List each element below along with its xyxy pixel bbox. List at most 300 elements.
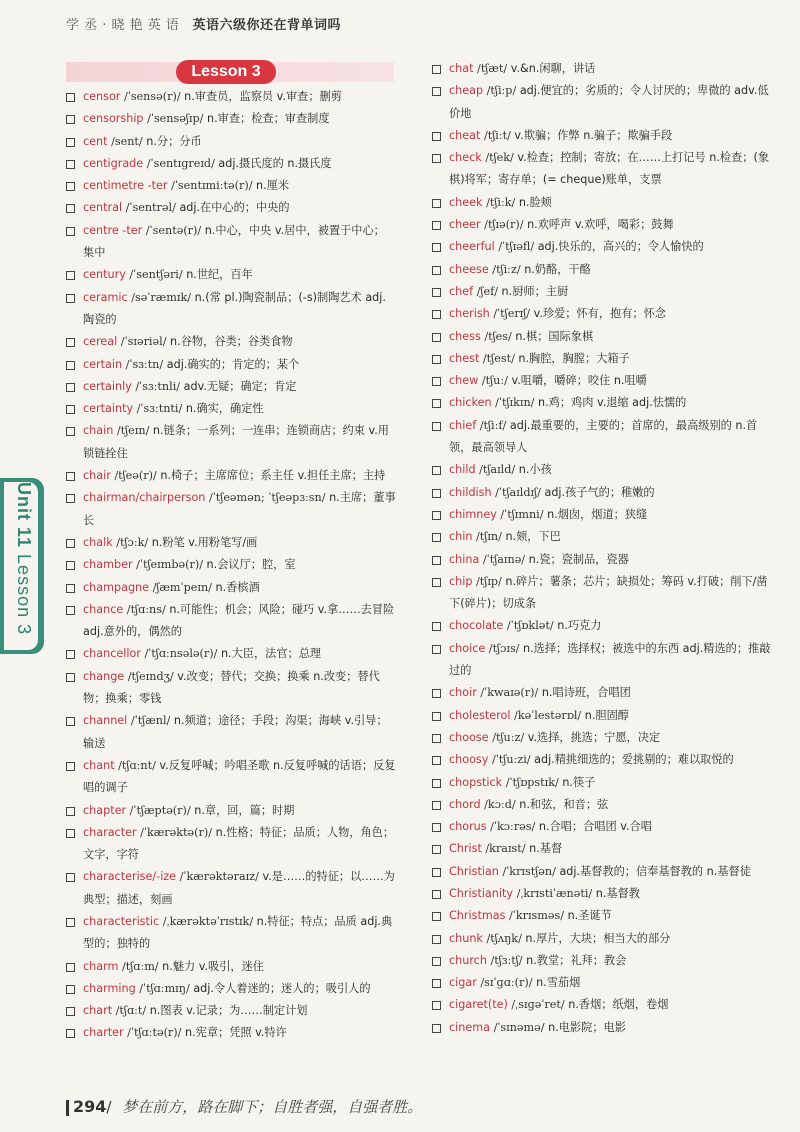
vocab-entry — [432, 638, 772, 683]
entry-phonetic: /ˈtʃɑːtə(r)/ — [127, 1026, 182, 1040]
entry-word: channel — [83, 714, 128, 728]
side-tab-lesson: Lesson 3 — [14, 554, 34, 636]
entry-word: chat — [449, 62, 474, 75]
checkbox-icon[interactable] — [432, 622, 441, 631]
entry-definition: v.选择，挑选；宁愿，决定 — [527, 730, 661, 744]
checkbox-icon[interactable] — [66, 472, 75, 481]
checkbox-icon[interactable] — [66, 93, 75, 102]
entry-definition: n.瓷；瓷制品，瓷器 — [528, 552, 629, 566]
checkbox-icon[interactable] — [66, 918, 75, 927]
checkbox-icon[interactable] — [66, 561, 75, 570]
entry-definition: n.棋；国际象棋 — [515, 329, 594, 343]
checkbox-icon[interactable] — [432, 979, 441, 988]
entry-phonetic: /tʃek/ — [485, 151, 514, 165]
vocab-entry — [432, 214, 772, 236]
vocab-entry — [66, 710, 396, 755]
vocab-entry — [432, 928, 772, 950]
entry-word: chairman/chairperson — [83, 491, 206, 505]
entry-phonetic: /tʃiːf/ — [479, 418, 507, 432]
vocab-entry — [66, 755, 396, 800]
checkbox-icon[interactable] — [432, 845, 441, 854]
entry-definition: n.奶酪，干酪 — [524, 262, 591, 276]
entry-phonetic: /tʃuːz/ — [492, 730, 525, 744]
running-header — [66, 14, 341, 33]
vocab-entry — [432, 838, 772, 860]
entry-definition: n.电影院；电影 — [548, 1020, 626, 1034]
entry-word: centre -ter — [83, 223, 143, 237]
vocab-entry — [66, 599, 396, 644]
entry-word: chord — [449, 797, 481, 811]
vocab-entry — [432, 1017, 772, 1039]
entry-word: certain — [83, 357, 123, 371]
vocab-entry — [432, 58, 772, 80]
entry-phonetic: /səˈræmɪk/ — [131, 290, 192, 304]
entry-word: censor — [83, 90, 121, 103]
entry-word: characterise/-ize — [83, 870, 177, 884]
vocab-entry — [432, 504, 772, 526]
entry-definition: n.审查员，监察员 v.审查；删剪 — [184, 90, 342, 103]
vocab-entry — [432, 281, 772, 303]
entry-phonetic: /ˈtʃaɪldɪʃ/ — [495, 485, 541, 499]
entry-word: chorus — [449, 820, 487, 834]
checkbox-icon[interactable] — [432, 1024, 441, 1033]
entry-word: charm — [83, 959, 119, 973]
right-column — [432, 58, 772, 1039]
entry-definition: v.欺骗；作弊 n.骗子；欺骗手段 — [514, 128, 673, 142]
entry-phonetic: /ˈtʃɒpstɪk/ — [505, 775, 559, 789]
entry-phonetic: /ˈsɪnəmə/ — [493, 1020, 545, 1034]
entry-word: champagne — [83, 580, 150, 594]
entry-phonetic: /kɔːd/ — [484, 797, 516, 811]
entry-definition: v.咀嚼，嚼碎；咬住 n.咀嚼 — [511, 374, 647, 388]
entry-phonetic: /sɪˈɡɑː(r)/ — [480, 976, 533, 990]
entry-phonetic: /tʃeɪndʒ/ — [127, 669, 174, 683]
entry-word: cereal — [83, 335, 118, 349]
vocab-entry — [432, 549, 772, 571]
entry-phonetic: /ˈtʃɑːnsələ(r)/ — [144, 647, 218, 661]
entry-word: cigaret(te) — [449, 998, 508, 1012]
checkbox-icon[interactable] — [66, 204, 75, 213]
checkbox-icon[interactable] — [66, 673, 75, 682]
vocab-entry — [66, 956, 396, 978]
entry-definition: n.教堂；礼拜；教会 — [526, 953, 627, 967]
entry-phonetic: /ˈtʃɑːmɪŋ/ — [139, 981, 190, 995]
entry-phonetic: /tʃɪp/ — [476, 574, 502, 588]
checkbox-icon[interactable] — [66, 138, 75, 147]
entry-definition: n.和弦，和音；弦 — [519, 797, 609, 811]
entry-definition: n.性格；特征；品质；人物，角色；文字，字符 — [83, 825, 395, 862]
entry-phonetic: /ˈsɪəriəl/ — [120, 335, 167, 349]
entry-phonetic: /ˌsɪɡəˈret/ — [511, 998, 565, 1012]
entry-definition: adj.便宜的；劣质的；令人讨厌的；卑微的 adv.低价地 — [449, 84, 769, 120]
entry-word: chain — [83, 424, 114, 438]
checkbox-icon[interactable] — [432, 333, 441, 342]
entry-phonetic: /tʃiːp/ — [486, 84, 517, 98]
checkbox-icon[interactable] — [432, 890, 441, 899]
entry-definition: n.谷物，谷类；谷类食物 — [170, 335, 293, 349]
entry-definition: n.雪茄烟 — [536, 976, 581, 990]
entry-definition: n.合唱；合唱团 v.合唱 — [538, 820, 652, 834]
checkbox-icon[interactable] — [66, 1029, 75, 1038]
checkbox-icon[interactable] — [66, 427, 75, 436]
entry-definition: adj.基督教的；信奉基督教的 n.基督徒 — [559, 864, 751, 878]
entry-phonetic: /ˈtʃæptə(r)/ — [129, 803, 191, 817]
entry-phonetic: /ˌkærəktəˈrɪstɪk/ — [162, 914, 254, 928]
checkbox-icon[interactable] — [432, 466, 441, 475]
checkbox-icon[interactable] — [432, 734, 441, 743]
checkbox-icon[interactable] — [432, 756, 441, 765]
entry-word: chancellor — [83, 647, 141, 661]
checkbox-icon[interactable] — [66, 494, 75, 503]
header-title: 英语六级你还在背单词吗 — [192, 18, 341, 33]
checkbox-icon[interactable] — [66, 294, 75, 303]
checkbox-icon[interactable] — [66, 717, 75, 726]
entry-word: chalk — [83, 535, 113, 549]
vocab-entry — [432, 905, 772, 927]
checkbox-icon[interactable] — [432, 556, 441, 565]
entry-phonetic: /tʃɔɪs/ — [488, 641, 520, 655]
checkbox-icon[interactable] — [66, 873, 75, 882]
entry-word: cherish — [449, 307, 490, 321]
lesson-title: Lesson 3 — [176, 60, 276, 84]
entry-word: cheerful — [449, 240, 495, 254]
checkbox-icon[interactable] — [432, 399, 441, 408]
vocab-entry — [432, 571, 772, 616]
vocab-entry — [432, 80, 772, 125]
entry-word: chart — [83, 1004, 113, 1018]
entry-phonetic: /tʃɜːtʃ/ — [490, 953, 523, 967]
entry-phonetic: /ˈsentɪmiːtə(r)/ — [171, 179, 253, 193]
vocab-entry — [66, 800, 396, 822]
entry-definition: v.改变；替代；交换；换乘 n.改变；替代物；换乘；零钱 — [83, 669, 380, 706]
entry-word: check — [449, 151, 482, 165]
entry-phonetic: /tʃɑːns/ — [126, 602, 166, 616]
entry-definition: n.唱诗班，合唱团 — [541, 686, 631, 700]
entry-word: centimetre -ter — [83, 179, 168, 193]
entry-definition: n.粉笔 v.用粉笔写/画 — [151, 535, 258, 549]
vocab-entry — [432, 727, 772, 749]
checkbox-icon[interactable] — [66, 182, 75, 191]
vocab-entry — [432, 705, 772, 727]
vocab-entry — [432, 682, 772, 704]
vocab-entry — [66, 532, 396, 554]
entry-word: chip — [449, 574, 473, 588]
entry-phonetic: /ˈsensəʃɪp/ — [147, 112, 204, 126]
checkbox-icon[interactable] — [432, 912, 441, 921]
entry-definition: adj.精挑细选的；爱挑剔的；难以取悦的 — [534, 753, 734, 767]
entry-definition: adv.无疑；确定；肯定 — [183, 379, 297, 393]
entry-definition: n.鸡；鸡肉 v.退缩 adj.怯懦的 — [537, 396, 687, 410]
entry-phonetic: /tʃʌŋk/ — [486, 931, 522, 945]
checkbox-icon[interactable] — [432, 578, 441, 587]
checkbox-icon[interactable] — [432, 422, 441, 431]
entry-definition: n.基督教 — [595, 886, 640, 900]
entry-phonetic: /ˈtʃerɪʃ/ — [493, 307, 531, 321]
entry-phonetic: /tʃiːt/ — [483, 128, 511, 142]
checkbox-icon[interactable] — [66, 383, 75, 392]
entry-definition: v.是……的特征；以……为典型；描述，刻画 — [83, 870, 395, 906]
vocab-entry — [66, 643, 396, 665]
entry-word: chess — [449, 329, 481, 343]
entry-phonetic: /ˈtʃænl/ — [130, 714, 171, 728]
checkbox-icon[interactable] — [66, 762, 75, 771]
checkbox-icon[interactable] — [432, 823, 441, 832]
checkbox-icon[interactable] — [66, 160, 75, 169]
vocab-entry — [432, 392, 772, 414]
entry-definition: n.世纪，百年 — [186, 268, 253, 282]
entry-phonetic: /tʃest/ — [482, 351, 515, 365]
checkbox-icon[interactable] — [66, 829, 75, 838]
entry-definition: n.香槟酒 — [215, 580, 260, 594]
entry-phonetic: /sent/ — [111, 134, 143, 148]
entry-word: chance — [83, 602, 124, 616]
entry-definition: n.主席；董事长 — [83, 491, 396, 527]
vocab-entry — [66, 420, 396, 465]
entry-word: cheer — [449, 218, 481, 232]
checkbox-icon[interactable] — [66, 271, 75, 280]
entry-word: chapter — [83, 803, 127, 817]
vocab-entry — [432, 326, 772, 348]
entry-phonetic: /tʃɑːm/ — [121, 959, 159, 973]
checkbox-icon[interactable] — [66, 115, 75, 124]
vocab-entry — [432, 236, 772, 258]
vocab-entry — [66, 86, 396, 108]
checkbox-icon[interactable] — [432, 645, 441, 654]
entry-definition: n.图表 v.记录；为……制定计划 — [149, 1004, 308, 1018]
entry-word: chew — [449, 374, 479, 388]
entry-definition: v.检查；控制；寄放；在……上打记号 n.检查；(象棋)将军；寄存单；(= cheque)账单，支票 — [449, 151, 770, 187]
checkbox-icon[interactable] — [432, 533, 441, 542]
entry-word: change — [83, 669, 125, 683]
entry-definition: adj.摄氏度的 n.摄氏度 — [218, 156, 332, 170]
entry-definition: n.链条；一系列；一连串；连锁商店；约束 v.用锁链拴住 — [83, 424, 389, 460]
vocab-entry — [66, 866, 396, 911]
vocab-entry — [66, 197, 396, 219]
vocab-entry — [66, 287, 396, 332]
entry-definition: v.珍爱；怀有，抱有；怀念 — [533, 307, 666, 321]
entry-phonetic: /kəˈlestərɒl/ — [514, 708, 582, 722]
vocab-entry — [432, 950, 772, 972]
checkbox-icon[interactable] — [66, 963, 75, 972]
checkbox-icon[interactable] — [66, 338, 75, 347]
entry-phonetic: /ˈtʃeɪmbə(r)/ — [136, 558, 203, 572]
entry-definition: n.厨师；主厨 — [501, 284, 569, 298]
checkbox-icon[interactable] — [432, 65, 441, 74]
checkbox-icon[interactable] — [432, 377, 441, 386]
vocab-entry — [66, 131, 396, 153]
checkbox-icon[interactable] — [432, 243, 441, 252]
side-tab-label — [10, 482, 34, 650]
entry-word: censorship — [83, 112, 144, 126]
entry-definition: n.分；分币 — [146, 134, 202, 148]
entry-word: choice — [449, 641, 486, 655]
entry-phonetic: /ˈkærəktəraɪz/ — [179, 870, 259, 884]
checkbox-icon[interactable] — [432, 489, 441, 498]
checkbox-icon[interactable] — [432, 355, 441, 364]
vocab-entry — [432, 526, 772, 548]
checkbox-icon[interactable] — [432, 935, 441, 944]
entry-phonetic: /ˈsɜːtnti/ — [136, 402, 183, 416]
entry-definition: adj.快乐的，高兴的；令人愉快的 — [537, 240, 704, 254]
entry-definition: v.&n.闲聊，讲话 — [510, 62, 596, 75]
entry-definition: n.(常 pl.)陶瓷制品；(-s)制陶艺术 adj.陶瓷的 — [83, 290, 386, 326]
entry-word: cent — [83, 134, 108, 148]
entry-phonetic: /ˈsentə(r)/ — [145, 223, 202, 237]
vocab-entry — [66, 376, 396, 398]
entry-word: chin — [449, 530, 473, 544]
entry-word: china — [449, 552, 480, 566]
entry-word: cheek — [449, 195, 483, 209]
vocab-entry — [432, 615, 772, 637]
footer-bar — [66, 1100, 69, 1116]
entry-definition: n.频道；途径；手段；沟渠；海峡 v.引导；输送 — [83, 714, 388, 750]
entry-word: century — [83, 268, 126, 282]
checkbox-icon[interactable] — [66, 650, 75, 659]
checkbox-icon[interactable] — [432, 511, 441, 520]
vocab-entry — [66, 577, 396, 599]
vocab-entry — [432, 861, 772, 883]
entry-phonetic: /ˈtʃɪkɪn/ — [495, 396, 535, 410]
checkbox-icon[interactable] — [66, 405, 75, 414]
vocab-entry — [66, 822, 396, 867]
checkbox-icon[interactable] — [432, 310, 441, 319]
vocab-entry — [432, 972, 772, 994]
entry-phonetic: /tʃeə(r)/ — [114, 469, 157, 483]
checkbox-icon[interactable] — [66, 227, 75, 236]
checkbox-icon[interactable] — [432, 221, 441, 230]
vocab-entry — [66, 554, 396, 576]
checkbox-icon[interactable] — [432, 266, 441, 275]
entry-definition: n.基督 — [529, 842, 563, 856]
entry-definition: n.欢呼声 v.欢呼，喝彩；鼓舞 — [527, 218, 674, 232]
entry-phonetic: /ˈkwaɪə(r)/ — [480, 686, 539, 700]
vocab-entry — [432, 348, 772, 370]
header-brand: 学 丞 · 晓 艳 英 语 — [66, 18, 180, 33]
entry-definition: n.脸颊 — [518, 195, 552, 209]
entry-definition: n.审查；检查；审查制度 — [206, 112, 330, 126]
checkbox-icon[interactable] — [432, 1001, 441, 1010]
entry-word: cheat — [449, 128, 481, 142]
vocab-entry — [66, 666, 396, 711]
checkbox-icon[interactable] — [432, 199, 441, 208]
entry-phonetic: /ˈsentɪɡreɪd/ — [146, 156, 215, 170]
footer-motto: 梦在前方，路在脚下；自胜者强，自强者胜。 — [122, 1098, 423, 1116]
vocab-entry — [66, 1022, 396, 1044]
checkbox-icon[interactable] — [432, 288, 441, 297]
entry-word: church — [449, 953, 487, 967]
checkbox-icon[interactable] — [66, 584, 75, 593]
entry-definition: n.厘米 — [256, 179, 290, 193]
entry-word: Christianity — [449, 886, 513, 900]
entry-phonetic: /tʃɪn/ — [476, 530, 502, 544]
vocab-entry — [432, 459, 772, 481]
vocab-entry — [432, 125, 772, 147]
entry-definition: n.中心，中央 v.居中，被置于中心；集中 — [83, 223, 385, 260]
checkbox-icon[interactable] — [66, 1007, 75, 1016]
entry-phonetic: /ˈsentʃəri/ — [129, 268, 183, 282]
entry-word: chunk — [449, 931, 483, 945]
entry-word: choose — [449, 730, 489, 744]
entry-phonetic: /ˈtʃuːzi/ — [491, 753, 531, 767]
entry-definition: adj.在中心的；中央的 — [179, 201, 290, 215]
entry-definition: n.确实，确定性 — [185, 402, 264, 416]
entry-definition: n.厚片，大块；相当大的部分 — [525, 931, 671, 945]
entry-definition: n.碎片；薯条；芯片；缺损处；筹码 v.打破；削下/凿下(碎片)；切成条 — [449, 574, 768, 611]
checkbox-icon[interactable] — [432, 712, 441, 721]
checkbox-icon[interactable] — [66, 539, 75, 548]
checkbox-icon[interactable] — [432, 779, 441, 788]
entry-word: centigrade — [83, 156, 144, 170]
entry-phonetic: /tʃæt/ — [477, 62, 508, 75]
vocab-entry — [432, 259, 772, 281]
checkbox-icon[interactable] — [432, 801, 441, 810]
entry-word: chamber — [83, 558, 133, 572]
entry-definition: n.烟囱，烟道；狭缝 — [547, 507, 648, 521]
entry-phonetic: /ˈtʃɪmni/ — [500, 507, 544, 521]
entry-definition: n.选择；选择权；被选中的东西 adj.精选的；推敲过的 — [449, 641, 771, 678]
vocab-entry — [432, 192, 772, 214]
vocab-entry — [66, 153, 396, 175]
checkbox-icon[interactable] — [66, 361, 75, 370]
checkbox-icon[interactable] — [66, 606, 75, 615]
entry-phonetic: /ʃef/ — [476, 284, 498, 298]
checkbox-icon[interactable] — [432, 689, 441, 698]
checkbox-icon[interactable] — [432, 957, 441, 966]
entry-word: Christ — [449, 842, 482, 856]
checkbox-icon[interactable] — [432, 154, 441, 163]
vocab-entry — [432, 816, 772, 838]
entry-word: chocolate — [449, 619, 504, 633]
entry-word: cigar — [449, 976, 477, 990]
vocab-entry — [66, 911, 396, 956]
entry-phonetic: /ʃæmˈpeɪn/ — [152, 580, 212, 594]
entry-word: chant — [83, 758, 115, 772]
entry-word: child — [449, 463, 476, 477]
entry-phonetic: /ˈsensə(r)/ — [123, 90, 181, 103]
entry-word: chef — [449, 284, 474, 298]
vocab-entry — [66, 1000, 396, 1022]
vocab-entry — [432, 482, 772, 504]
entry-phonetic: /ˈsentrəl/ — [125, 201, 176, 215]
vocab-entry — [66, 108, 396, 130]
vocab-entry — [432, 772, 772, 794]
vocab-entry — [432, 749, 772, 771]
entry-definition: n.巧克力 — [557, 619, 602, 633]
entry-word: central — [83, 201, 123, 215]
checkbox-icon[interactable] — [66, 807, 75, 816]
entry-definition: n.可能性；机会；风险；碰巧 v.拿……去冒险 adj.意外的，偶然的 — [83, 602, 395, 639]
entry-phonetic: /ˈtʃeəmən; ˈtʃeəpɜːsn/ — [208, 491, 326, 505]
checkbox-icon[interactable] — [432, 868, 441, 877]
entry-word: chief — [449, 418, 477, 432]
vocab-entry — [432, 147, 772, 192]
entry-definition: n.颏，下巴 — [505, 530, 561, 544]
entry-phonetic: /ˈtʃɪəfl/ — [498, 240, 535, 254]
entry-phonetic: /ˈtʃɒklət/ — [506, 619, 554, 633]
entry-phonetic: /ˈkɔːrəs/ — [490, 820, 536, 834]
vocab-entry — [432, 303, 772, 325]
entry-phonetic: /tʃeɪn/ — [116, 424, 150, 438]
entry-word: childish — [449, 485, 492, 499]
checkbox-icon[interactable] — [66, 985, 75, 994]
entry-phonetic: /tʃɔːk/ — [116, 535, 149, 549]
page-footer: 294/ 梦在前方，路在脚下；自胜者强，自强者胜。 — [66, 1096, 422, 1117]
entry-phonetic: /tʃaɪld/ — [479, 463, 516, 477]
entry-word: chair — [83, 469, 111, 483]
checkbox-icon[interactable] — [432, 132, 441, 141]
checkbox-icon[interactable] — [432, 87, 441, 96]
entry-phonetic: /ˈsɜːtnli/ — [135, 379, 181, 393]
